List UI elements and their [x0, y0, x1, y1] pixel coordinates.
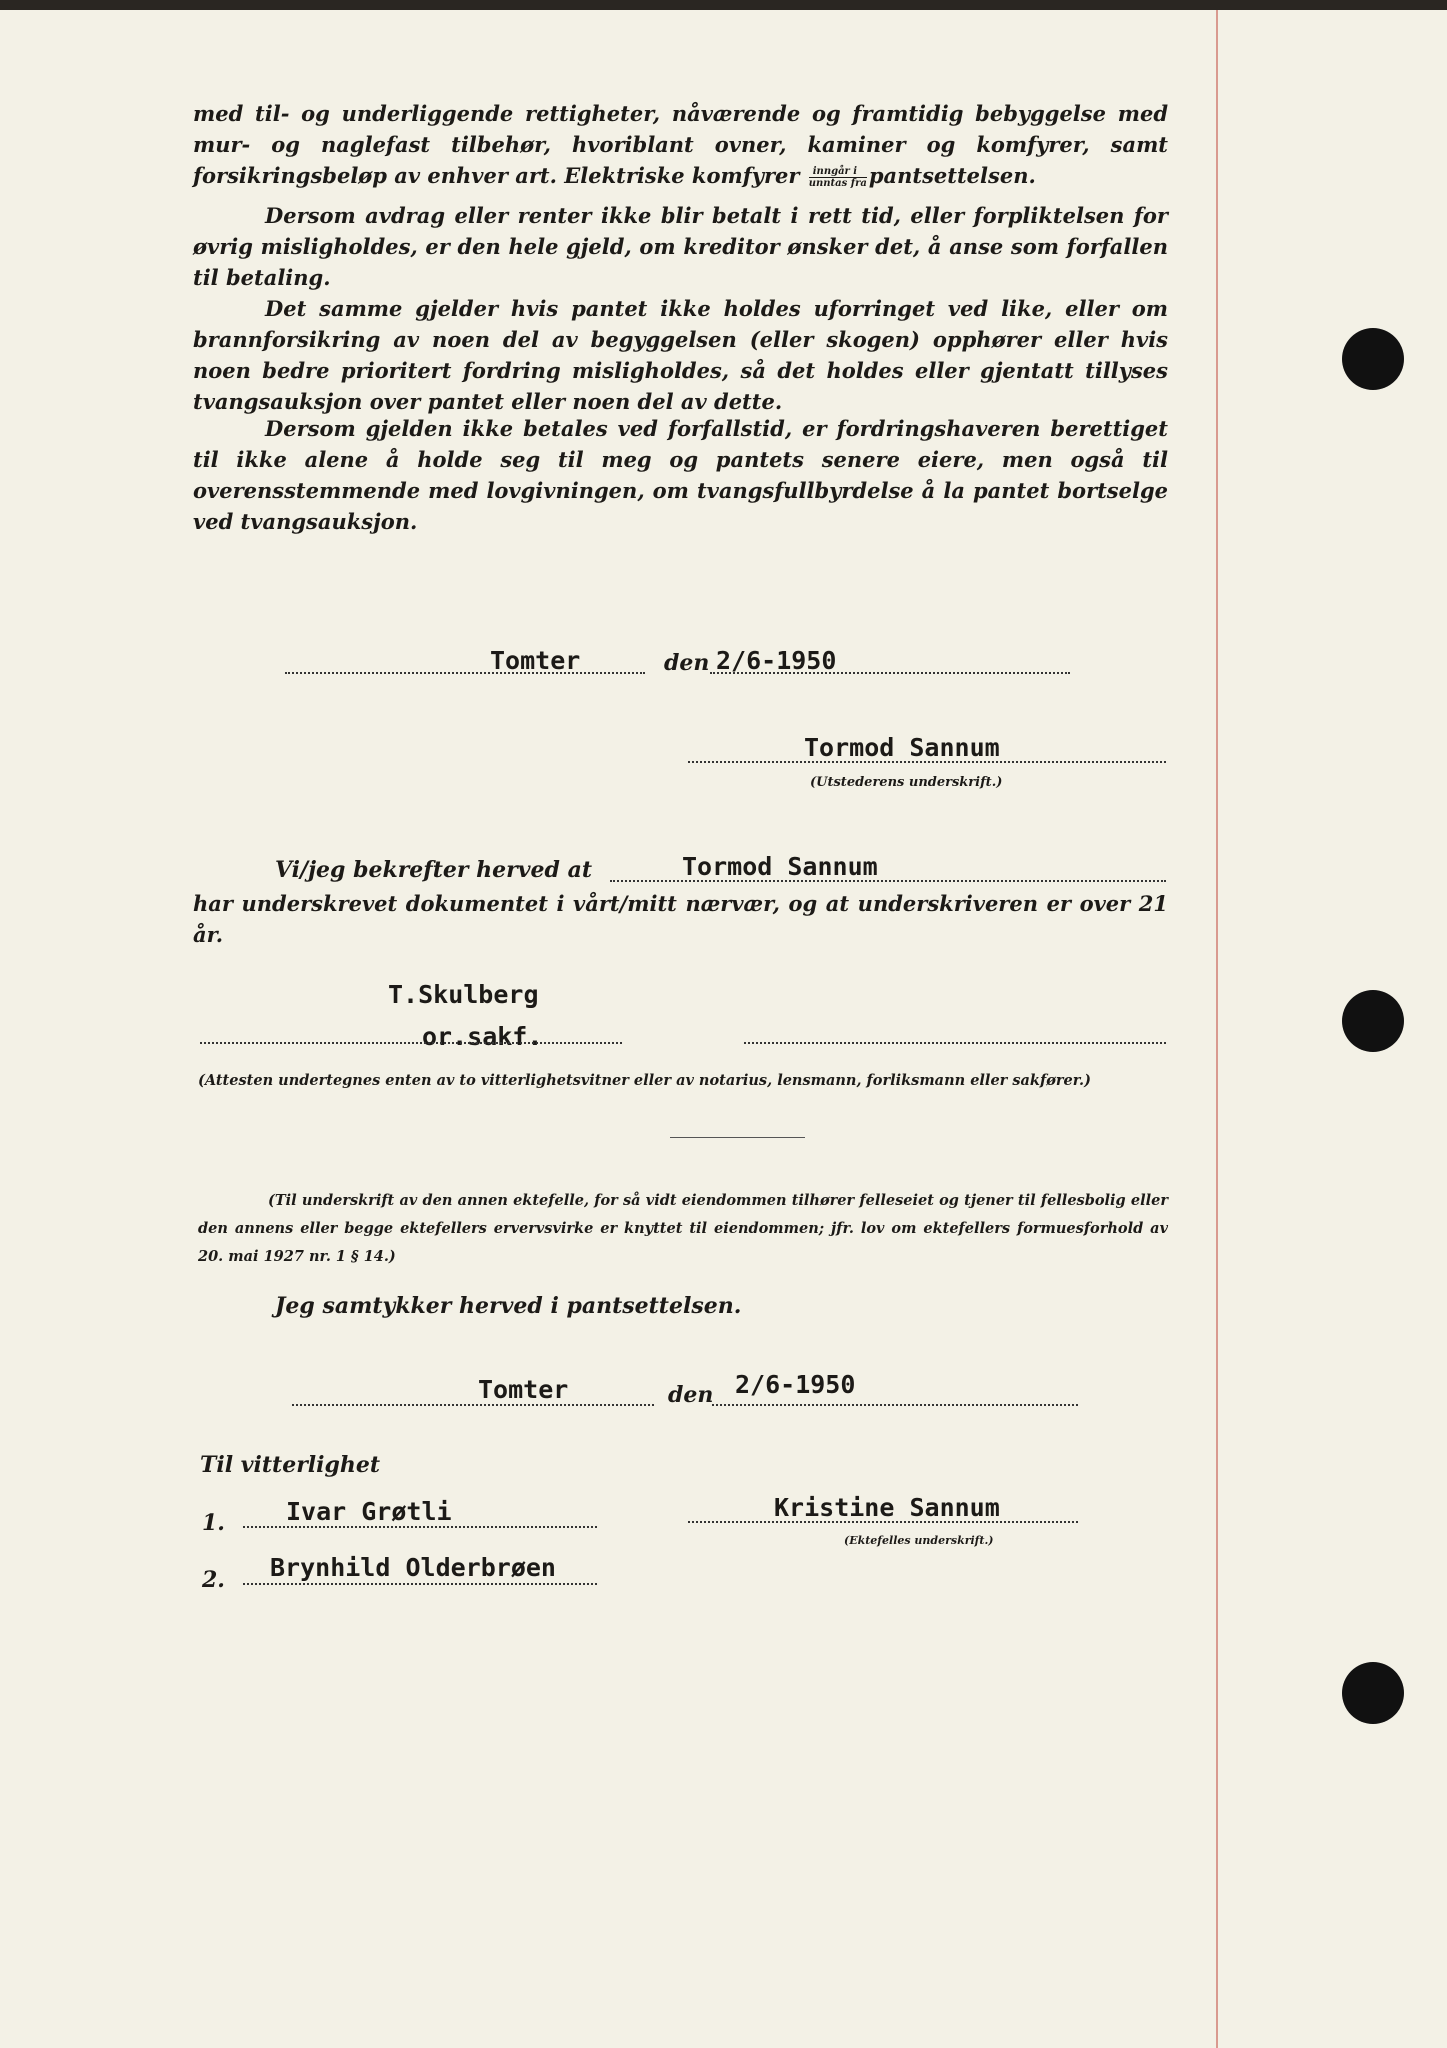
confirm-suffix: har underskrevet dokumentet i vårt/mitt nærvær, og at underskriveren er over 21 år.: [193, 891, 1168, 947]
spouse-place-line: [292, 1404, 654, 1406]
paragraph-forfeiture: Det samme gjelder hvis pantet ikke holdes uforringet ved like, eller om brannforsikring av noen del av begyggelsen (eller skogen) opphører eller hvis noen bedre prioritert fordring misligholdes, så det holdes eller gjentatt tillyses tvangsauksjon over pantet eller noen del av dette.: [193, 296, 1168, 414]
spouse-signature-line: [688, 1521, 1078, 1523]
spouse-signature: Kristine Sannum: [774, 1493, 1000, 1522]
issuer-signature-line: [688, 761, 1166, 763]
margin-rule: [1216, 10, 1218, 2048]
issuer-caption: (Utstederens underskrift.): [810, 775, 1003, 790]
witness-1-name: Ivar Grøtli: [286, 1497, 452, 1526]
punch-hole-bottom: [1342, 1662, 1404, 1724]
spouse-place: Tomter: [478, 1375, 569, 1404]
witness-2-name: Brynhild Olderbrøen: [270, 1553, 556, 1582]
paragraph-enforcement: Dersom gjelden ikke betales ved forfallstid, er fordringshaveren berettiget til ikke alene å holde seg til meg og pantets senere eiere, men også til overensstemmende med lovgivningen, om tvangsfullbyrdelse å la pantet bortselge ved tvangsauksjon.: [193, 416, 1168, 534]
document-page: [0, 10, 1447, 2048]
witness-1-line: [243, 1526, 597, 1528]
witness-signer-title: or.sakf.: [422, 1022, 543, 1051]
witness-signer-name: T.Skulberg: [388, 980, 539, 1009]
fraction-top: inngår i: [809, 166, 867, 178]
spouse-den-label: den: [668, 1382, 714, 1408]
consent-text: Jeg samtykker herved i pantsettelsen.: [275, 1293, 742, 1319]
witness-1-number: 1.: [202, 1510, 225, 1536]
issuer-signature: Tormod Sannum: [804, 733, 1000, 762]
issue-date: 2/6-1950: [716, 646, 837, 675]
paragraph-default: Dersom avdrag eller renter ikke blir betalt i rett tid, eller forpliktelsen for øvrig misligholdes, er den hele gjeld, om kreditor ønsker det, å anse som forfallen til betaling.: [193, 203, 1168, 290]
issue-place: Tomter: [490, 646, 581, 675]
punch-hole-top: [1342, 328, 1404, 390]
witness-2-line: [243, 1583, 597, 1585]
spouse-date: 2/6-1950: [735, 1370, 856, 1399]
scan-top-edge: [0, 0, 1447, 10]
place-line: [285, 672, 645, 674]
spouse-caption: (Ektefelles underskrift.): [844, 1534, 994, 1547]
confirm-name: Tormod Sannum: [682, 852, 878, 881]
divider: [670, 1137, 805, 1138]
witness-heading: Til vitterlighet: [200, 1452, 381, 1478]
paragraph-rights-text: med til- og underliggende rettigheter, nåværende og framtidig bebyggelse med mur- og naglefast tilbehør, hvoriblant ovner, kaminer og komfyrer, samt forsikringsbeløp av enhver art. Elektriske komfyrer: [193, 101, 1168, 188]
confirm-prefix: Vi/jeg bekrefter herved at: [275, 857, 592, 883]
attest-note: (Attesten undertegnes enten av to vitterlighetsvitner eller av notarius, lensmann, forliksmann eller sakfører.): [198, 1072, 1091, 1089]
den-label: den: [664, 650, 710, 676]
spouse-note: (Til underskrift av den annen ektefelle, for så vidt eiendommen tilhører felleseiet og tjener til fellesbolig eller den annens eller begge ektefellers ervervsvirke er knyttet til eiendommen; jfr. lov om ektefellers formuesforhold av 20. mai 1927 nr. 1 § 14.): [198, 1192, 1168, 1265]
witness-2-number: 2.: [202, 1567, 225, 1593]
witness-line-1: [200, 1042, 622, 1044]
paragraph-rights: [193, 98, 1168, 191]
witness-line-2: [744, 1042, 1166, 1044]
punch-hole-middle: [1342, 990, 1404, 1052]
fraction-inngar-unntas: [809, 166, 867, 189]
fraction-bottom: unntas fra: [808, 178, 867, 189]
paragraph-rights-end: pantsettelsen.: [868, 163, 1036, 188]
spouse-date-line: [712, 1404, 1078, 1406]
